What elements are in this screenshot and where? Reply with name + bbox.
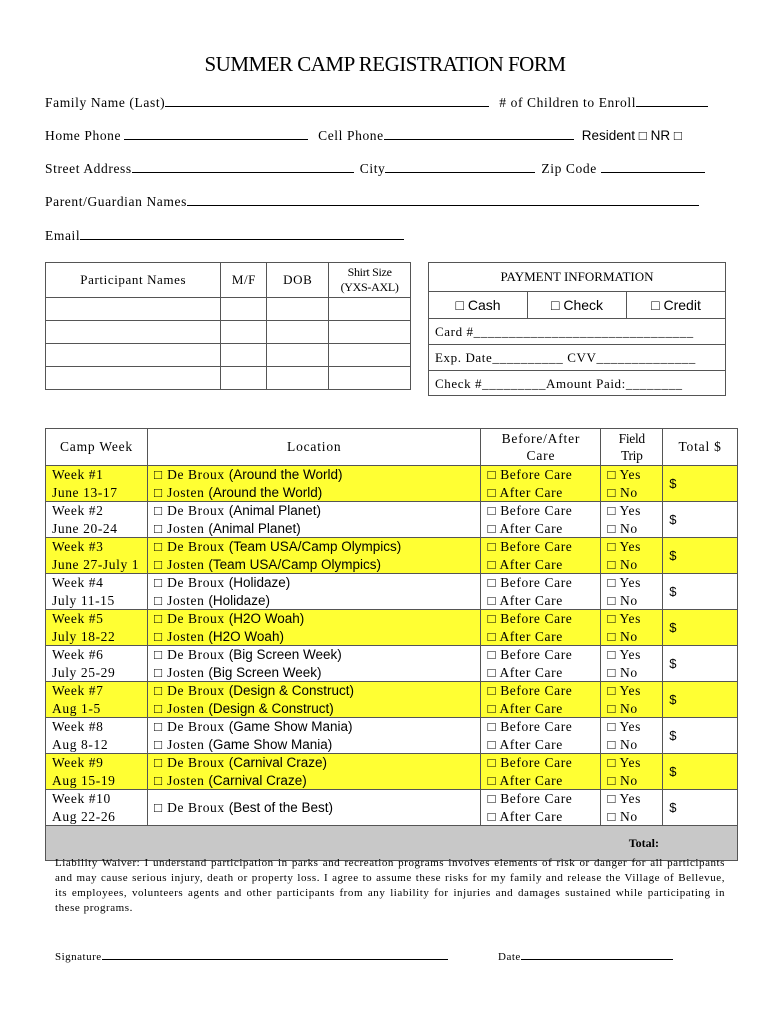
dob-header: DOB [267,263,329,298]
participant-names-header: Participant Names [46,263,221,298]
week-dates: July 11-15 [52,592,115,608]
trip-no-checkbox[interactable]: □ No [607,808,638,824]
before-care-checkbox[interactable]: □ Before Care [487,575,573,590]
week-number: Week #9 [52,755,104,770]
care-header-line2: Care [526,448,556,463]
week-row [46,646,738,682]
after-care-checkbox[interactable]: □ After Care [487,592,563,608]
location-cell [147,502,480,538]
location-cell [147,646,480,682]
location-text [167,575,290,590]
week-cell [46,538,148,574]
theme-name: (Animal Planet) [228,503,322,518]
participant-row [46,367,411,390]
week-dates: Aug 8-12 [52,736,109,752]
location-option[interactable]: □ Josten (Animal Planet) [153,520,301,536]
week-dates: July 25-29 [52,664,116,680]
week-cell [46,646,148,682]
participant-row [46,321,411,344]
trip-yes-checkbox[interactable]: □ Yes [607,611,641,626]
location-option[interactable]: □ De Broux (Holidaze) [153,575,291,590]
site-name: De Broux [167,799,229,815]
after-care-checkbox[interactable]: □ After Care [487,808,563,824]
after-care-checkbox[interactable]: □ After Care [487,736,563,752]
location-text [167,665,321,680]
trip-no-checkbox[interactable]: □ No [607,736,638,752]
trip-header [601,429,663,466]
location-option[interactable]: □ Josten (Design & Construct) [153,700,334,716]
cell-phone-label: Cell Phone [318,128,384,143]
participants-table [45,262,411,390]
check-amount-field[interactable]: Check #_________Amount Paid:________ [435,376,683,391]
shirt-cell[interactable] [329,367,411,390]
gender-cell[interactable] [221,298,267,321]
trip-no-checkbox[interactable]: □ No [607,700,638,716]
trip-cell [601,502,663,538]
home-phone-field[interactable] [124,127,308,140]
trip-yes-checkbox[interactable]: □ Yes [607,791,641,806]
location-option[interactable]: □ Josten (Carnival Craze) [153,772,307,788]
after-care-checkbox[interactable]: □ After Care [487,484,563,500]
email-row [45,227,404,244]
week-cell [46,466,148,502]
gender-cell[interactable] [221,344,267,367]
location-text [167,611,304,626]
before-care-checkbox[interactable]: □ Before Care [487,539,573,554]
location-text [167,737,332,752]
trip-cell [601,718,663,754]
zip-label: Zip Code [541,161,597,176]
site-name: Josten [167,592,209,608]
resident-options[interactable]: Resident □ NR □ [581,128,683,143]
week-dates: Aug 22-26 [52,808,116,824]
gender-cell[interactable] [221,367,267,390]
trip-cell [601,790,663,826]
location-option[interactable]: □ De Broux (H2O Woah) [153,611,305,626]
trip-yes-checkbox[interactable]: □ Yes [607,755,641,770]
after-care-checkbox[interactable]: □ After Care [487,772,563,788]
date-label: Date [498,951,521,963]
week-total-field[interactable]: $ [663,682,738,718]
week-number: Week #2 [52,503,104,518]
before-care-checkbox[interactable]: □ Before Care [487,647,573,662]
week-number: Week #5 [52,611,104,626]
site-name: Josten [167,736,209,752]
week-dates: Aug 15-19 [52,772,116,788]
location-text [167,467,342,482]
week-total-field[interactable]: $ [663,502,738,538]
family-name-label: Family Name (Last) [45,95,166,110]
week-row [46,718,738,754]
week-row [46,790,738,826]
care-cell [481,538,601,574]
after-care-checkbox[interactable]: □ After Care [487,520,563,536]
participant-row [46,344,411,367]
week-row [46,574,738,610]
signature-label: Signature [55,951,102,963]
week-row [46,610,738,646]
week-number: Week #3 [52,539,104,554]
shirt-cell[interactable] [329,344,411,367]
location-text [167,521,301,536]
trip-no-checkbox[interactable]: □ No [607,520,638,536]
before-care-checkbox[interactable]: □ Before Care [487,755,573,770]
week-total-field[interactable]: $ [663,574,738,610]
week-number: Week #1 [52,467,104,482]
card-number-field[interactable]: Card #_______________________________ [429,319,725,345]
trip-no-checkbox[interactable]: □ No [607,628,638,644]
zip-field[interactable] [601,160,705,173]
site-name: Josten [167,700,209,716]
phone-row [45,127,682,144]
location-text [167,683,354,698]
site-name: Josten [167,628,209,644]
week-number: Week #4 [52,575,104,590]
shirt-size-header [329,263,411,298]
trip-cell [601,754,663,790]
location-cell [147,682,480,718]
care-cell [481,502,601,538]
site-name: De Broux [167,755,229,770]
trip-yes-checkbox[interactable]: □ Yes [607,719,641,734]
trip-no-checkbox[interactable]: □ No [607,664,638,680]
care-header-line1: Before/After [501,431,581,446]
total-label: Total: [46,826,738,861]
week-cell [46,610,148,646]
camp-table-header [46,429,738,466]
theme-name: (Game Show Mania) [208,736,333,752]
theme-name: (Design & Construct) [208,700,334,716]
week-total-field[interactable]: $ [663,538,738,574]
trip-yes-checkbox[interactable]: □ Yes [607,503,641,518]
trip-no-checkbox[interactable]: □ No [607,556,638,572]
trip-no-checkbox[interactable]: □ No [607,484,638,500]
location-cell [147,574,480,610]
after-care-checkbox[interactable]: □ After Care [487,556,563,572]
week-total-field[interactable]: $ [663,646,738,682]
week-dates: Aug 1-5 [52,700,101,716]
location-option[interactable]: □ De Broux (Big Screen Week) [153,647,342,662]
location-option[interactable]: □ De Broux (Around the World) [153,467,343,482]
site-name: De Broux [167,467,229,482]
form-title: SUMMER CAMP REGISTRATION FORM [204,52,566,76]
theme-name: (Big Screen Week) [228,647,342,662]
location-text [167,485,322,500]
trip-yes-checkbox[interactable]: □ Yes [607,575,641,590]
trip-header-line2: Trip [620,448,643,463]
trip-yes-checkbox[interactable]: □ Yes [607,467,641,482]
week-dates: July 18-22 [52,628,116,644]
location-option[interactable]: □ Josten (H2O Woah) [153,628,284,644]
before-care-checkbox[interactable]: □ Before Care [487,503,573,518]
care-cell [481,682,601,718]
week-cell [46,502,148,538]
participant-row [46,298,411,321]
city-label: City [359,161,386,176]
trip-no-checkbox[interactable]: □ No [607,772,638,788]
week-number: Week #7 [52,683,104,698]
week-number: Week #8 [52,719,104,734]
before-care-checkbox[interactable]: □ Before Care [487,683,573,698]
payment-box [428,262,726,396]
before-care-checkbox[interactable]: □ Before Care [487,611,573,626]
shirt-cell[interactable] [329,298,411,321]
location-text [167,539,401,554]
parent-field[interactable] [187,193,699,206]
location-option[interactable]: □ Josten (Team USA/Camp Olympics) [153,556,381,572]
location-cell [147,610,480,646]
site-name: De Broux [167,683,229,698]
credit-checkbox[interactable]: □ Credit [626,292,725,318]
payment-header: PAYMENT INFORMATION [429,263,725,292]
location-cell [147,718,480,754]
dob-cell[interactable] [267,344,329,367]
location-text [167,647,342,662]
theme-name: (Holidaze) [208,592,270,608]
after-care-checkbox[interactable]: □ After Care [487,700,563,716]
theme-name: (Animal Planet) [208,520,301,536]
location-text [167,719,352,734]
location-cell [147,538,480,574]
date-row [498,947,673,963]
site-name: De Broux [167,575,229,590]
care-cell [481,790,601,826]
before-care-checkbox[interactable]: □ Before Care [487,467,573,482]
site-name: De Broux [167,647,229,662]
participant-name-cell[interactable] [46,298,221,321]
children-label: # of Children to Enroll [499,95,637,110]
location-cell [147,754,480,790]
trip-cell [601,646,663,682]
location-text [167,503,321,518]
theme-name: (Around the World) [228,467,343,482]
after-care-checkbox[interactable]: □ After Care [487,628,563,644]
trip-yes-checkbox[interactable]: □ Yes [607,539,641,554]
home-phone-label: Home Phone [45,128,122,143]
location-text [167,773,307,788]
liability-waiver: Liability Waiver: I understand participation in parks and recreation programs involves elements of risk or danger for all participants and may cause serious injury, death or property loss. I agree to assume these risks for my family and release the Village of Bellevue, its employees, volunteers agents and other participants from any liability for injuries and damages sustained while participating in these programs. [55,857,725,914]
location-text [167,593,270,608]
location-text [167,629,284,644]
theme-name: (Team USA/Camp Olympics) [228,539,402,554]
location-option[interactable]: □ Josten (Holidaze) [153,592,270,608]
signature-field[interactable] [102,947,448,960]
care-cell [481,718,601,754]
week-dates: June 27-July 1 [52,556,140,572]
site-name: Josten [167,484,209,500]
care-cell [481,466,601,502]
week-cell [46,718,148,754]
camp-week-header: Camp Week [46,429,148,466]
dob-cell[interactable] [267,298,329,321]
trip-cell [601,610,663,646]
children-field[interactable] [636,94,708,107]
participant-name-cell[interactable] [46,321,221,344]
shirt-size-label: Shirt Size [347,265,392,279]
payment-methods [429,292,725,319]
location-option[interactable]: □ De Broux (Animal Planet) [153,503,322,518]
week-cell [46,574,148,610]
week-row [46,682,738,718]
week-row [46,466,738,502]
week-dates: June 20-24 [52,520,118,536]
address-row [45,160,705,177]
parent-label: Parent/Guardian Names [45,194,187,209]
location-cell [147,466,480,502]
gender-cell[interactable] [221,321,267,344]
date-field[interactable] [521,947,673,960]
trip-cell [601,466,663,502]
shirt-size-range: (YXS-AXL) [340,280,399,294]
street-label: Street Address [45,161,132,176]
family-row [45,94,708,111]
exp-cvv-field[interactable]: Exp. Date__________ CVV______________ [429,345,725,371]
theme-name: (Big Screen Week) [208,664,322,680]
care-cell [481,754,601,790]
after-care-checkbox[interactable]: □ After Care [487,664,563,680]
care-cell [481,646,601,682]
week-total-field[interactable]: $ [663,754,738,790]
site-name: Josten [167,664,209,680]
trip-header-line1: Field [618,431,645,446]
week-number: Week #10 [52,791,111,806]
theme-name: (Team USA/Camp Olympics) [208,556,381,572]
site-name: Josten [167,520,209,536]
site-name: Josten [167,556,209,572]
location-option[interactable]: □ De Broux (Team USA/Camp Olympics) [153,539,402,554]
email-label: Email [45,228,81,243]
week-dates: June 13-17 [52,484,118,500]
theme-name: (Design & Construct) [228,683,355,698]
location-option[interactable]: □ Josten (Game Show Mania) [153,736,333,752]
email-field[interactable] [80,227,404,240]
location-option[interactable]: □ De Broux (Game Show Mania) [153,719,353,734]
shirt-cell[interactable] [329,321,411,344]
theme-name: (Carnival Craze) [208,772,307,788]
trip-yes-checkbox[interactable]: □ Yes [607,683,641,698]
location-header: Location [147,429,480,466]
total-header: Total $ [663,429,738,466]
site-name: Josten [167,772,209,788]
location-option[interactable]: □ De Broux (Carnival Craze) [153,755,328,770]
location-option[interactable]: □ De Broux (Best of the Best) [153,799,334,815]
signature-row [55,947,448,963]
dob-cell[interactable] [267,367,329,390]
participant-name-cell[interactable] [46,367,221,390]
theme-name: (Holidaze) [228,575,291,590]
trip-yes-checkbox[interactable]: □ Yes [607,647,641,662]
city-field[interactable] [385,160,535,173]
dob-cell[interactable] [267,321,329,344]
week-cell [46,790,148,826]
location-option[interactable]: □ Josten (Big Screen Week) [153,664,322,680]
camp-weeks-table [45,428,738,861]
location-text [167,701,334,716]
check-checkbox[interactable]: □ Check [527,292,626,318]
week-number: Week #6 [52,647,104,662]
week-row [46,538,738,574]
trip-no-checkbox[interactable]: □ No [607,592,638,608]
care-cell [481,610,601,646]
theme-name: (H2O Woah) [208,628,284,644]
theme-name: (Game Show Mania) [228,719,353,734]
week-total-field[interactable]: $ [663,790,738,826]
theme-name: (Around the World) [208,484,323,500]
location-text [167,800,333,815]
theme-name: (H2O Woah) [228,611,305,626]
week-total-field[interactable]: $ [663,718,738,754]
trip-cell [601,538,663,574]
theme-name: (Best of the Best) [228,799,334,815]
site-name: De Broux [167,719,229,734]
trip-cell [601,574,663,610]
parent-row [45,193,699,210]
site-name: De Broux [167,503,229,518]
weeks-body [46,466,738,826]
cash-checkbox[interactable]: □ Cash [455,297,501,313]
participants-header [46,263,411,298]
location-text [167,755,327,770]
before-care-checkbox[interactable]: □ Before Care [487,791,573,806]
week-row [46,754,738,790]
participant-name-cell[interactable] [46,344,221,367]
care-cell [481,574,601,610]
family-name-field[interactable] [165,94,489,107]
week-cell [46,754,148,790]
theme-name: (Carnival Craze) [228,755,328,770]
street-field[interactable] [132,160,354,173]
week-row [46,502,738,538]
gender-header: M/F [221,263,267,298]
week-cell [46,682,148,718]
week-total-field[interactable]: $ [663,610,738,646]
cell-phone-field[interactable] [384,127,574,140]
location-text [167,557,381,572]
location-cell [147,790,480,826]
care-header [481,429,601,466]
trip-cell [601,682,663,718]
week-total-field[interactable]: $ [663,466,738,502]
site-name: De Broux [167,539,229,554]
before-care-checkbox[interactable]: □ Before Care [487,719,573,734]
location-option[interactable]: □ De Broux (Design & Construct) [153,683,355,698]
location-option[interactable]: □ Josten (Around the World) [153,484,323,500]
site-name: De Broux [167,611,229,626]
